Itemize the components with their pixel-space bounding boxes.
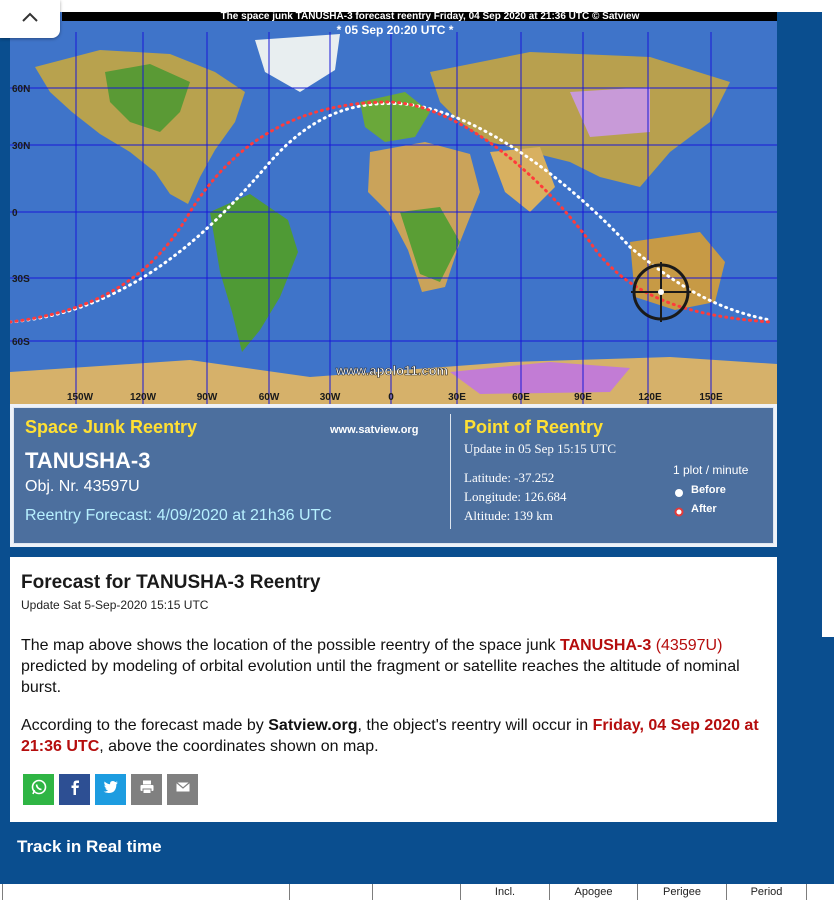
legend-before-label: Before [691, 484, 726, 496]
table-header-cell [372, 884, 460, 900]
map-watermark: www.apolo11.com [335, 363, 449, 378]
p1-text-a: The map above shows the location of the possible reentry of the space junk [21, 637, 560, 654]
lat-label-0: 0 [12, 208, 18, 219]
site-link[interactable]: www.satview.org [330, 424, 419, 436]
print-icon [138, 778, 156, 801]
lat-label-30s: 30S [12, 274, 30, 285]
lon-label-30e: 30E [448, 392, 466, 403]
reentry-info-panel [10, 404, 777, 547]
p2-reentry-date: Friday, 04 Sep 2020 at 21:36 UTC [21, 717, 759, 755]
p2-text-b: , the object's reentry will occur in [357, 717, 593, 734]
altitude: Altitude: 139 km [464, 508, 553, 523]
object-name: TANUSHA-3 [25, 448, 151, 473]
share-whatsapp-button[interactable] [23, 774, 54, 805]
lon-label-60e: 60E [512, 392, 530, 403]
lon-label-120w: 120W [129, 392, 157, 403]
map-header-text: The space junk TANUSHA-3 forecast reentry Friday, 04 Sep 2020 at 21:36 UTC © Satview [220, 12, 640, 22]
lon-label-90e: 90E [574, 392, 592, 403]
lat-label-60s: 60S [12, 337, 30, 348]
legend-before-dot [674, 485, 684, 503]
article-paragraph-2 [21, 715, 761, 757]
side-panel-edge [822, 12, 834, 637]
update-time: Update in 05 Sep 15:15 UTC [464, 441, 617, 456]
scroll-up-button[interactable] [0, 0, 60, 38]
table-header-period: Period [726, 884, 806, 900]
twitter-icon [102, 778, 120, 801]
top-bar [0, 0, 834, 12]
lon-label-150e: 150E [699, 392, 723, 403]
chevron-up-icon [20, 10, 40, 29]
legend-after-dot [674, 504, 684, 522]
p1-object-link[interactable]: TANUSHA-3 [559, 637, 652, 654]
legend-after-label: After [691, 503, 717, 515]
lat-label-30n: 30N [12, 141, 31, 152]
article-updated: Update Sat 5-Sep-2020 15:15 UTC [21, 598, 209, 612]
lat-label-60n: 60N [12, 84, 31, 95]
lon-label-0: 0 [388, 392, 394, 403]
lon-label-120e: 120E [638, 392, 662, 403]
panel-divider [450, 414, 451, 529]
point-of-reentry-heading: Point of Reentry [464, 417, 604, 437]
lon-label-30w: 30W [319, 392, 341, 403]
reentry-forecast: Reentry Forecast: 4/09/2020 at 21h36 UTC [25, 507, 332, 524]
longitude: Longitude: 126.684 [464, 489, 567, 504]
table-header-perigee: Perigee [637, 884, 726, 900]
lon-label-90w: 90W [196, 392, 218, 403]
forecast-article [10, 557, 777, 822]
table-header-cell [289, 884, 372, 900]
article-title: Forecast for TANUSHA-3 Reentry [21, 572, 321, 593]
facebook-icon [66, 778, 84, 801]
p1-object-id[interactable]: (43597U) [655, 637, 723, 654]
table-header-cell [2, 884, 289, 900]
plot-rate: 1 plot / minute [673, 463, 749, 477]
track-in-real-time-link[interactable]: Track in Real time [17, 837, 162, 856]
orbit-table-header [0, 884, 834, 900]
map-time-label: * 05 Sep 20:20 UTC * [336, 23, 454, 37]
email-icon [174, 778, 192, 801]
p2-text-c: , above the coordinates shown on map. [99, 738, 379, 755]
print-button[interactable] [131, 774, 162, 805]
space-junk-heading: Space Junk Reentry [25, 417, 198, 437]
whatsapp-icon [30, 778, 48, 801]
article-paragraph-1 [21, 635, 761, 698]
table-header-apogee: Apogee [549, 884, 637, 900]
table-header-incl: Incl. [460, 884, 549, 900]
lon-label-60w: 60W [258, 392, 280, 403]
table-header-cell [806, 884, 834, 900]
p2-text-a: According to the forecast made by [21, 717, 269, 734]
share-twitter-button[interactable] [95, 774, 126, 805]
email-button[interactable] [167, 774, 198, 805]
lon-label-150w: 150W [66, 392, 94, 403]
share-facebook-button[interactable] [59, 774, 90, 805]
p2-site-name: Satview.org [268, 717, 358, 734]
world-map [10, 12, 777, 404]
object-number: Obj. Nr. 43597U [25, 478, 140, 495]
latitude: Latitude: -37.252 [464, 470, 555, 485]
p1-text-b: predicted by modeling of orbital evolution until the fragment or satellite reaches the altitude of nominal burst. [21, 658, 740, 696]
